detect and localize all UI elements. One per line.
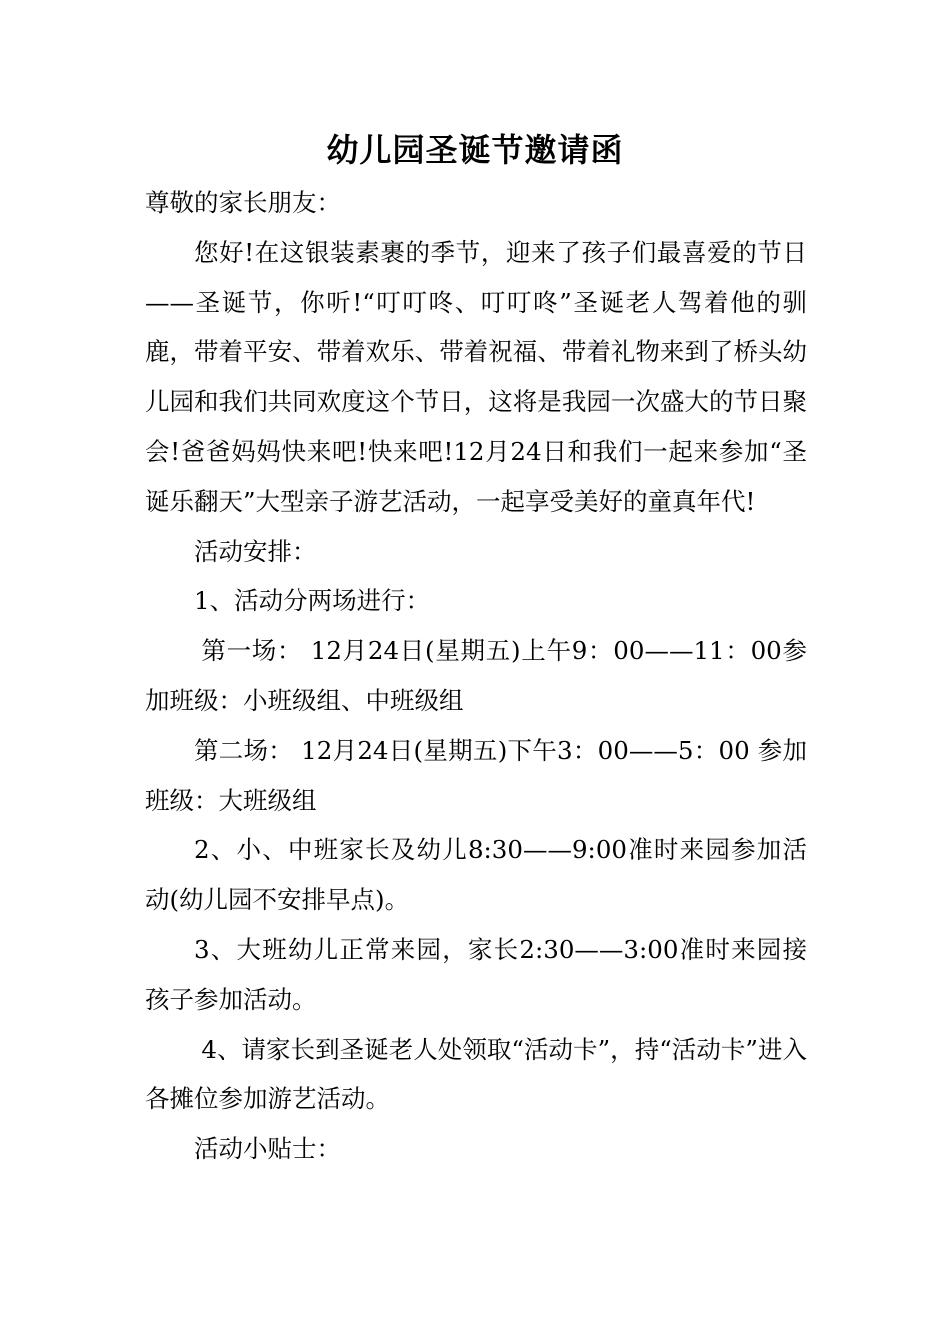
item-2: 2、小、中班家长及幼儿8:30——9:00准时来园参加活动(幼儿园不安排早点)。 [145, 835, 807, 915]
document-title: 幼儿园圣诞节邀请函 [326, 131, 624, 169]
session-1: 第一场： 12月24日(星期五)上午9：00——11：00参加班级：小班级组、中班级组 [145, 636, 807, 715]
item-4: 4、请家长到圣诞老人处领取“活动卡”，持“活动卡”进入各摊位参加游艺活动。 [145, 1034, 807, 1114]
item-3: 3、大班幼儿正常来园，家长2:30——3:00准时来园接孩子参加活动。 [145, 934, 807, 1014]
tips-heading: 活动小贴士： [194, 1134, 341, 1164]
salutation: 尊敬的家长朋友： [145, 188, 341, 217]
session-2: 第二场： 12月24日(星期五)下午3：00——5：00 参加班级：大班级组 [145, 735, 807, 815]
intro-paragraph: 您好!在这银装素裹的季节，迎来了孩子们最喜爱的节日——圣诞节，你听!“叮叮咚、叮叮咚”圣诞老人驾着他的驯鹿，带着平安、带着欢乐、带着祝福、带着礼物来到了桥头幼儿园和我们共同欢度这个节日，这将是我园一次盛大的节日聚会!爸爸妈妈快来吧!快来吧!12月24日和我们一起来参加“圣诞乐翻天”大型亲子游艺活动，一起享受美好的童真年代! [145, 237, 807, 516]
arrangement-heading: 活动安排： [194, 536, 317, 566]
document-body [145, 178, 807, 1174]
item-1: 1、活动分两场进行： [194, 586, 431, 616]
